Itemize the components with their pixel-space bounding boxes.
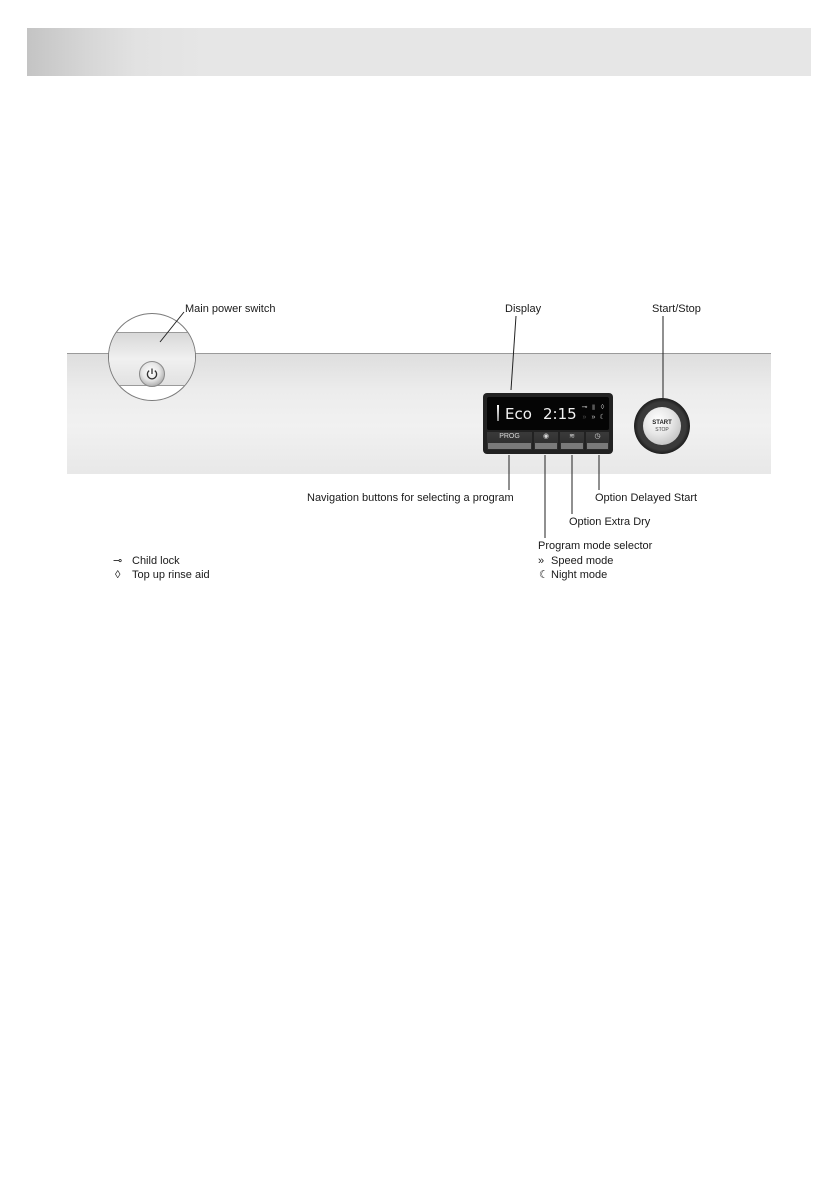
stop-label: STOP	[655, 427, 669, 433]
display-screen	[487, 397, 609, 430]
program-mode-button[interactable]	[534, 432, 558, 450]
prog-button-label: PROG	[499, 433, 520, 440]
label-option-extra-dry: Option Extra Dry	[569, 516, 651, 528]
extra-dry-button-icon: ≋	[569, 433, 575, 440]
legend-child-lock: Child lock	[132, 555, 180, 567]
key-icon: ⊸	[581, 404, 588, 411]
speed-dim-icon: »	[582, 414, 587, 421]
crescent-moon-icon: ☾	[599, 414, 606, 421]
start-stop-knob	[643, 407, 681, 445]
display-program: Eco	[505, 405, 532, 423]
label-start-stop: Start/Stop	[652, 303, 701, 315]
start-label: START	[652, 420, 672, 426]
label-main-power-switch: Main power switch	[185, 303, 276, 315]
label-speed-mode: Speed mode	[551, 555, 614, 567]
label-display: Display	[505, 303, 542, 315]
legend-rinse-aid: Top up rinse aid	[132, 569, 210, 581]
button-row	[487, 432, 609, 450]
double-chevron-icon: »	[538, 555, 545, 567]
double-chevron-icon: »	[591, 414, 596, 421]
start-stop-button[interactable]	[634, 398, 690, 454]
label-night-mode: Night mode	[551, 569, 608, 581]
display-unit	[483, 393, 613, 454]
delayed-start-strip	[587, 443, 608, 449]
eye-icon: ◉	[542, 433, 550, 440]
display-status-icons	[580, 403, 610, 423]
delayed-start-button[interactable]	[586, 432, 609, 450]
extra-dry-strip	[561, 443, 583, 449]
extra-dry-icon: ▮	[591, 404, 596, 411]
key-icon: ⊸	[113, 555, 123, 567]
label-option-delayed-start: Option Delayed Start	[595, 492, 698, 504]
label-program-mode-selector: Program mode selector	[538, 540, 653, 552]
extra-dry-button[interactable]	[560, 432, 584, 450]
label-navigation-buttons: Navigation buttons for selecting a program	[307, 492, 514, 504]
display-time: 2:15	[543, 405, 577, 423]
prog-button[interactable]	[487, 432, 532, 450]
drop-icon: ◊	[115, 569, 121, 581]
drop-icon: ◊	[600, 404, 605, 411]
clock-icon: ◷	[594, 433, 601, 440]
program-indicator	[497, 405, 499, 421]
crescent-moon-icon: ☾	[539, 569, 549, 581]
prog-button-strip	[488, 443, 531, 449]
program-mode-strip	[535, 443, 557, 449]
